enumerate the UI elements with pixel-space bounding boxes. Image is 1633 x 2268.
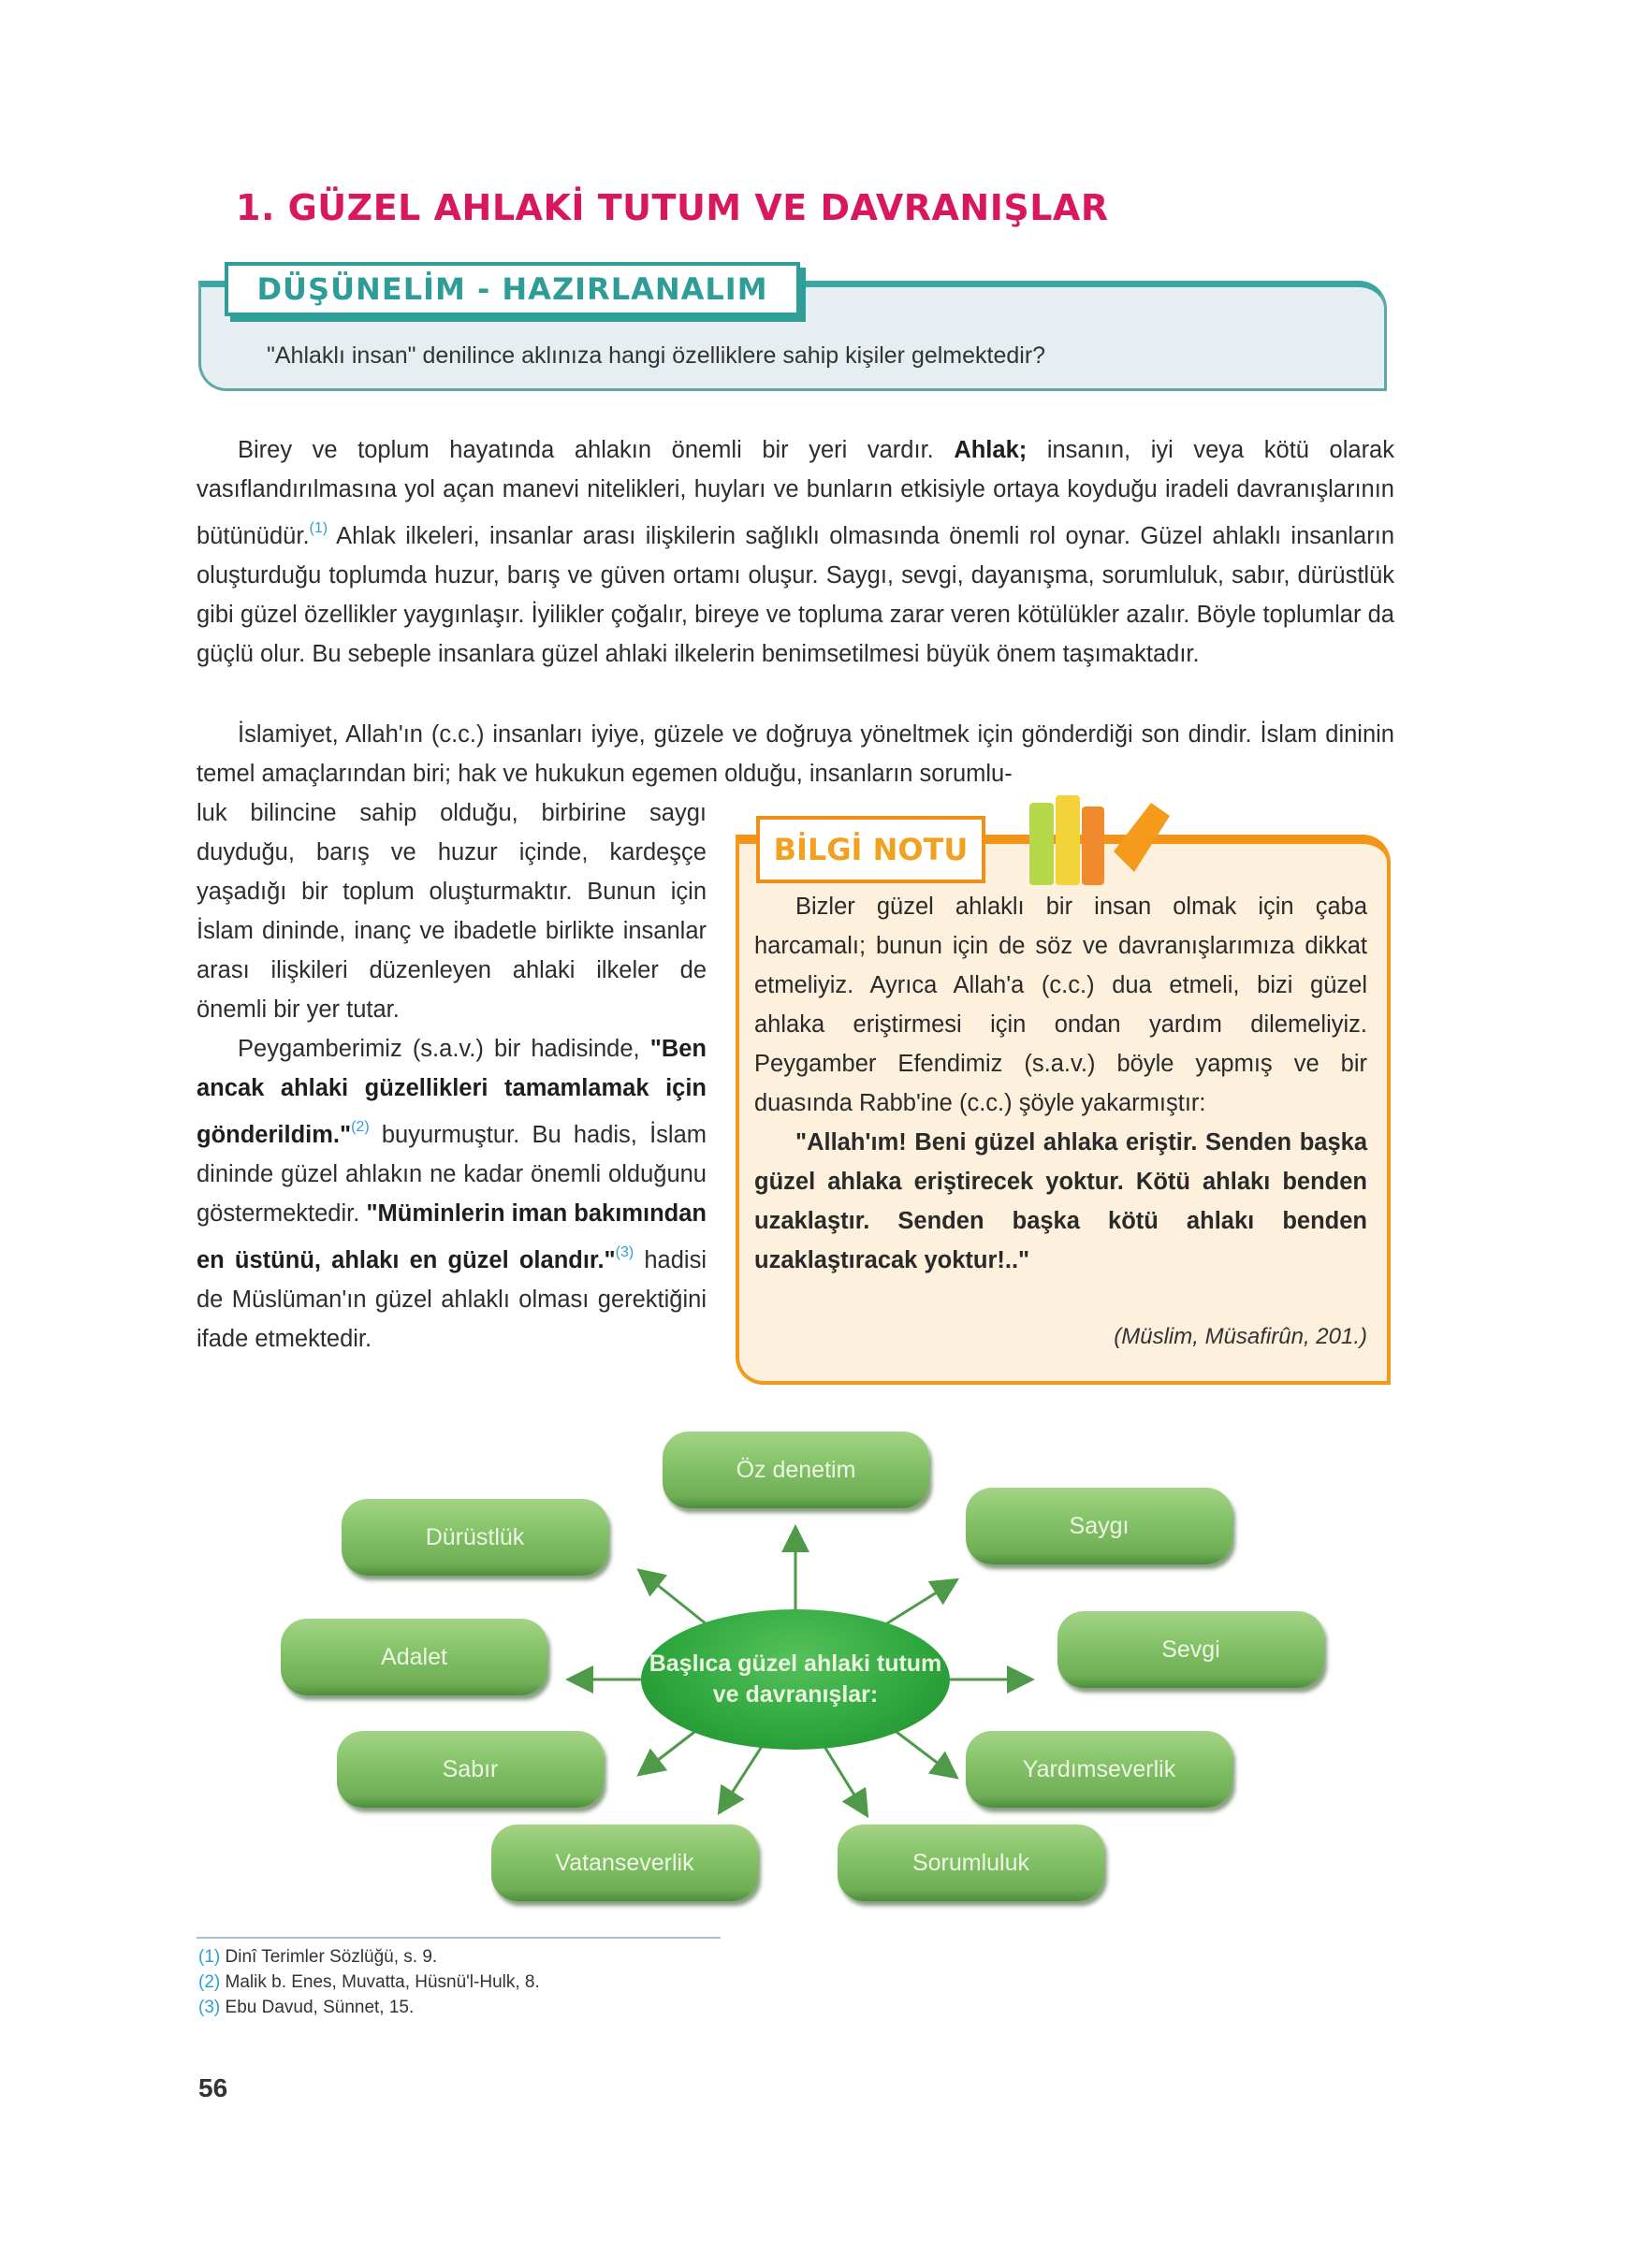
- info-note-label: BİLGİ NOTU: [773, 832, 969, 867]
- footnote-1: [198, 1944, 540, 1970]
- page-number: 56: [198, 2073, 228, 2102]
- footnotes: [198, 1944, 540, 2020]
- hadith-quote-2: "Müminlerin iman bakımından en üstünü, ahlakı en güzel olandır.": [197, 1200, 707, 1273]
- diagram-center-node: Başlıca güzel ahlaki tutum ve davranışlar:: [641, 1609, 950, 1750]
- paragraph-hadith: [197, 1029, 707, 1359]
- term-ahlak: Ahlak;: [954, 437, 1028, 463]
- info-note-label-box: [756, 816, 985, 883]
- footnote-text: Malik b. Enes, Muvatta, Hüsnü'l-Hulk, 8.: [225, 1972, 540, 1992]
- info-note-text: [754, 887, 1367, 1280]
- text: insanın, iyi veya kötü olarak vasıflandırılmasına yol açan manevi nitelikleri, huyları ve bunların etkisiyle ortaya koyduğu iradeli davranışlarının bütünüdür.: [197, 437, 1394, 549]
- text: Ahlak ilkeleri, insanlar arası ilişkilerin sağlıklı olmasında önemli rol oynar. Güzel ahlaklı insanların oluşturduğu toplumda huzur, barış ve güven ortamı oluşur. Saygı, sevgi, dayanışma, sorumluluk, sabır, dürüstlük gibi güzel özellikler yaygınlaşır. İyilikler çoğalır, bireye ve topluma zarar veren kötülükler azalır. Böyle toplumlar da güçlü olur. Bu sebeple insanlara güzel ahlaki ilkelerin benimsetilmesi büyük önem taşımaktadır.: [197, 523, 1394, 667]
- paragraph-islam: İslamiyet, Allah'ın (c.c.) insanları iyiye, güzele ve doğruya yöneltmek için gönderdiği son dindir. İslam dininin temel amaçlarından biri; hak ve hukukun egemen olduğu, insanların sorumlu-: [197, 721, 1394, 787]
- diagram-node-sorumluluk: Sorumluluk: [838, 1825, 1104, 1901]
- page-title: 1. GÜZEL AHLAKİ TUTUM VE DAVRANIŞLAR: [236, 187, 1109, 228]
- footnote-number: (2): [198, 1972, 221, 1992]
- hadith-quote-1: "Ben ancak ahlaki güzellikleri tamamlamak için gönderildim.": [197, 1036, 707, 1148]
- info-note-body: Bizler güzel ahlaklı bir insan olmak için çaba harcamalı; bunun için de söz ve davranışlarımıza dikkat etmeliyiz. Ayrıca Allah'a (c.c.) dua etmeli, bizi güzel ahlaka eriştirmesi için ondan yardım dilemeliyiz. Peygamber Efendimiz (s.a.v.) böyle yapmış ve bir duasında Rabb'ine (c.c.) şöyle yakarmıştır:: [754, 894, 1367, 1116]
- text: Peygamberimiz (s.a.v.) bir hadisinde,: [238, 1036, 650, 1062]
- think-prepare-label: DÜŞÜNELİM - HAZIRLANALIM: [256, 271, 768, 307]
- diagram-node-adalet: Adalet: [281, 1619, 547, 1695]
- footnote-ref-1[interactable]: (1): [309, 520, 328, 536]
- diagram-node-sabir: Sabır: [337, 1731, 604, 1808]
- diagram-node-durustluk: Dürüstlük: [342, 1499, 608, 1576]
- diagram-node-sevgi: Sevgi: [1057, 1611, 1324, 1688]
- diagram-node-saygi: Saygı: [966, 1488, 1232, 1564]
- diagram-node-oz-denetim: Öz denetim: [663, 1432, 929, 1508]
- footnote-2: [198, 1970, 540, 1995]
- books-icon: [1020, 786, 1179, 889]
- footnote-number: (1): [198, 1947, 221, 1967]
- text: hadisi de Müslüman'ın güzel ahlaklı olması gerektiğini ifade etmektedir.: [197, 1247, 707, 1352]
- footnote-text: Ebu Davud, Sünnet, 15.: [225, 1998, 415, 2017]
- footnote-3: [198, 1995, 540, 2020]
- info-note-quote: "Allah'ım! Beni güzel ahlaka eriştir. Senden başka güzel ahlaka eriştirecek yoktur. Kötü ahlakı benden uzaklaştır. Senden başka kötü ahlakı benden uzaklaştıracak yoktur!..": [754, 1129, 1367, 1273]
- paragraph-islam-cont: luk bilincine sahip olduğu, birbirine saygı duyduğu, barış ve huzur içinde, kardeşçe yaşadığı bir toplum oluşturmaktır. Bunun için İslam dininde, inanç ve ibadetle birlikte insanlar arası ilişkileri düzenleyen ahlaki ilkeler de önemli bir yer tutar.: [197, 800, 707, 1023]
- paragraph-intro: [197, 430, 1394, 674]
- text: buyurmuştur. Bu hadis, İslam dininde güzel ahlakın ne kadar önemli olduğunu göstermektedir.: [197, 1122, 707, 1227]
- diagram-node-yardimseverlik: Yardımseverlik: [966, 1731, 1232, 1808]
- text: Birey ve toplum hayatında ahlakın önemli bir yeri vardır.: [238, 437, 955, 463]
- footnote-ref-3[interactable]: (3): [615, 1244, 634, 1260]
- think-question: "Ahlaklı insan" denilince aklınıza hangi özelliklere sahip kişiler gelmektedir?: [267, 342, 1046, 369]
- info-note-source: (Müslim, Müsafirûn, 201.): [1114, 1324, 1367, 1349]
- footnote-divider: [197, 1937, 721, 1939]
- diagram-node-vatanseverlik: Vatanseverlik: [491, 1825, 758, 1901]
- footnote-text: Dinî Terimler Sözlüğü, s. 9.: [225, 1947, 438, 1967]
- think-prepare-label-box: [225, 262, 800, 316]
- concept-diagram: [262, 1432, 1348, 1909]
- footnote-number: (3): [198, 1998, 221, 2017]
- footnote-ref-2[interactable]: (2): [351, 1119, 370, 1135]
